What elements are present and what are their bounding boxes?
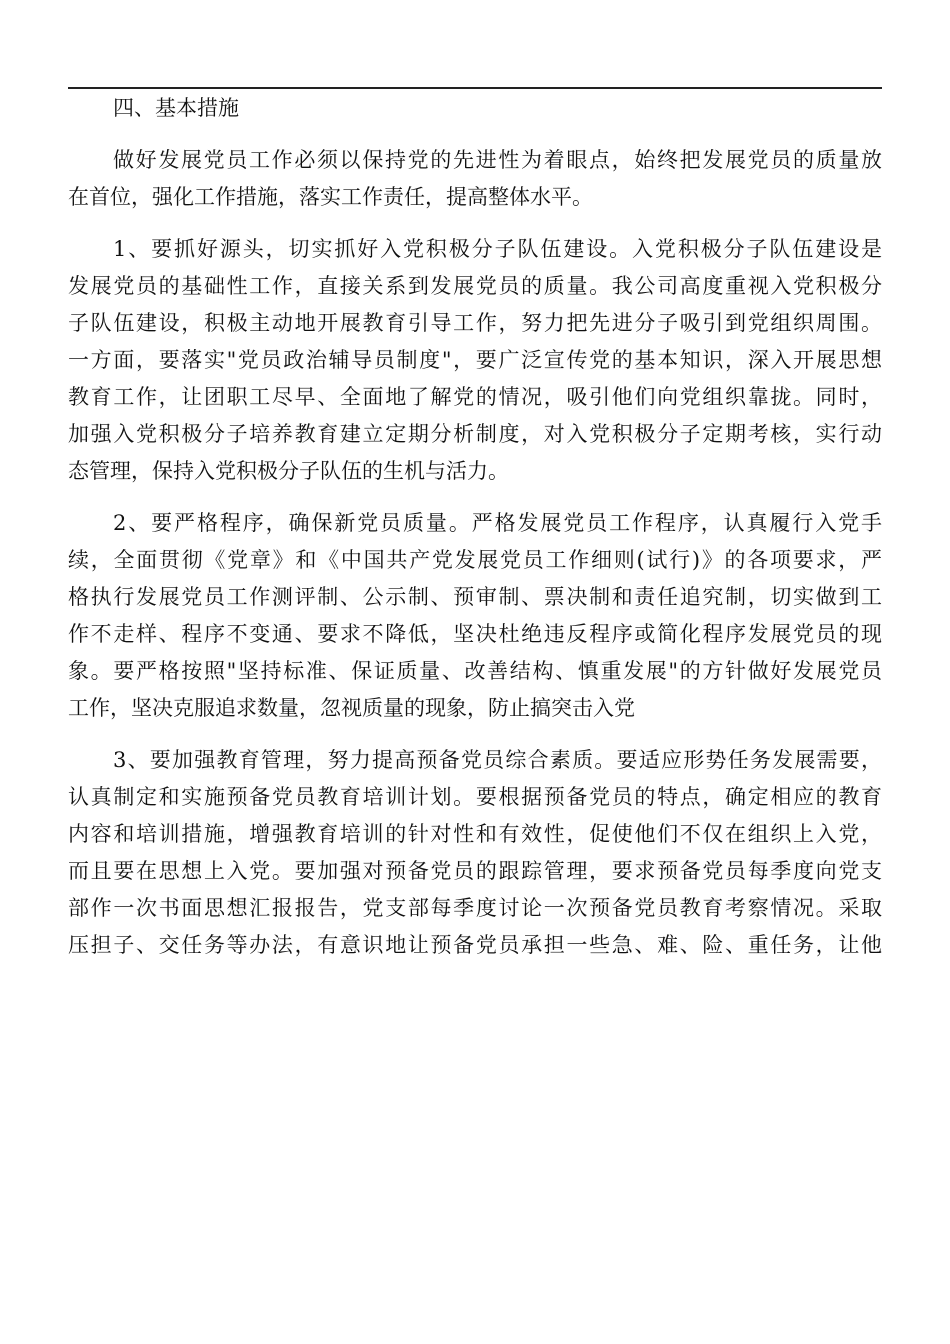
- paragraph-line: 格执行发展党员工作测评制、公示制、预审制、票决制和责任追究制，切实做到工: [68, 585, 882, 609]
- paragraph-line: 部作一次书面思想汇报报告，党支部每季度讨论一次预备党员教育考察情况。采取: [68, 896, 882, 920]
- paragraph-line: 在首位，强化工作措施，落实工作责任，提高整体水平。: [68, 185, 593, 209]
- paragraph-line: 作不走样、程序不变通、要求不降低，坚决杜绝违反程序或简化程序发展党员的现: [68, 622, 882, 646]
- paragraph-line: 2、要严格程序，确保新党员质量。严格发展党员工作程序，认真履行入党手: [113, 511, 882, 535]
- paragraph-line: 内容和培训措施，增强教育培训的针对性和有效性，促使他们不仅在组织上入党，: [68, 822, 882, 846]
- paragraph-intro: [68, 142, 882, 216]
- paragraph-line: 教育工作，让团职工尽早、全面地了解党的情况，吸引他们向党组织靠拢。同时，: [68, 385, 882, 409]
- paragraph-measure-2: [68, 505, 882, 727]
- paragraph-line: 态管理，保持入党积极分子队伍的生机与活力。: [68, 459, 509, 483]
- paragraph-line: 象。要严格按照"坚持标准、保证质量、改善结构、慎重发展"的方针做好发展党员: [68, 659, 882, 683]
- paragraph-line: 工作，坚决克服追求数量，忽视质量的现象，防止搞突击入党: [68, 696, 635, 720]
- paragraph-line: 压担子、交任务等办法，有意识地让预备党员承担一些急、难、险、重任务，让他: [68, 933, 882, 957]
- paragraph-line: 1、要抓好源头，切实抓好入党积极分子队伍建设。入党积极分子队伍建设是: [113, 237, 882, 261]
- paragraph-line: 而且要在思想上入党。要加强对预备党员的跟踪管理，要求预备党员每季度向党支: [68, 859, 882, 883]
- paragraph-line: 续，全面贯彻《党章》和《中国共产党发展党员工作细则(试行)》的各项要求，严: [68, 548, 882, 572]
- section-heading-block: [68, 90, 882, 127]
- paragraph-line: 加强入党积极分子培养教育建立定期分析制度，对入党积极分子定期考核，实行动: [68, 422, 882, 446]
- paragraph-line: 3、要加强教育管理，努力提高预备党员综合素质。要适应形势任务发展需要，: [113, 748, 882, 772]
- paragraph-measure-1: [68, 231, 882, 490]
- paragraph-measure-3: [68, 742, 882, 964]
- paragraph-line: 认真制定和实施预备党员教育培训计划。要根据预备党员的特点，确定相应的教育: [68, 785, 882, 809]
- header-rule: [68, 87, 882, 89]
- paragraph-line: 子队伍建设，积极主动地开展教育引导工作，努力把先进分子吸引到党组织周围。: [68, 311, 882, 335]
- paragraph-line: 发展党员的基础性工作，直接关系到发展党员的质量。我公司高度重视入党积极分: [68, 274, 882, 298]
- document-body: [68, 90, 882, 979]
- paragraph-line: 一方面，要落实"党员政治辅导员制度"，要广泛宣传党的基本知识，深入开展思想: [68, 348, 882, 372]
- section-heading: 四、基本措施: [113, 96, 239, 120]
- paragraph-line: 做好发展党员工作必须以保持党的先进性为着眼点，始终把发展党员的质量放: [113, 148, 882, 172]
